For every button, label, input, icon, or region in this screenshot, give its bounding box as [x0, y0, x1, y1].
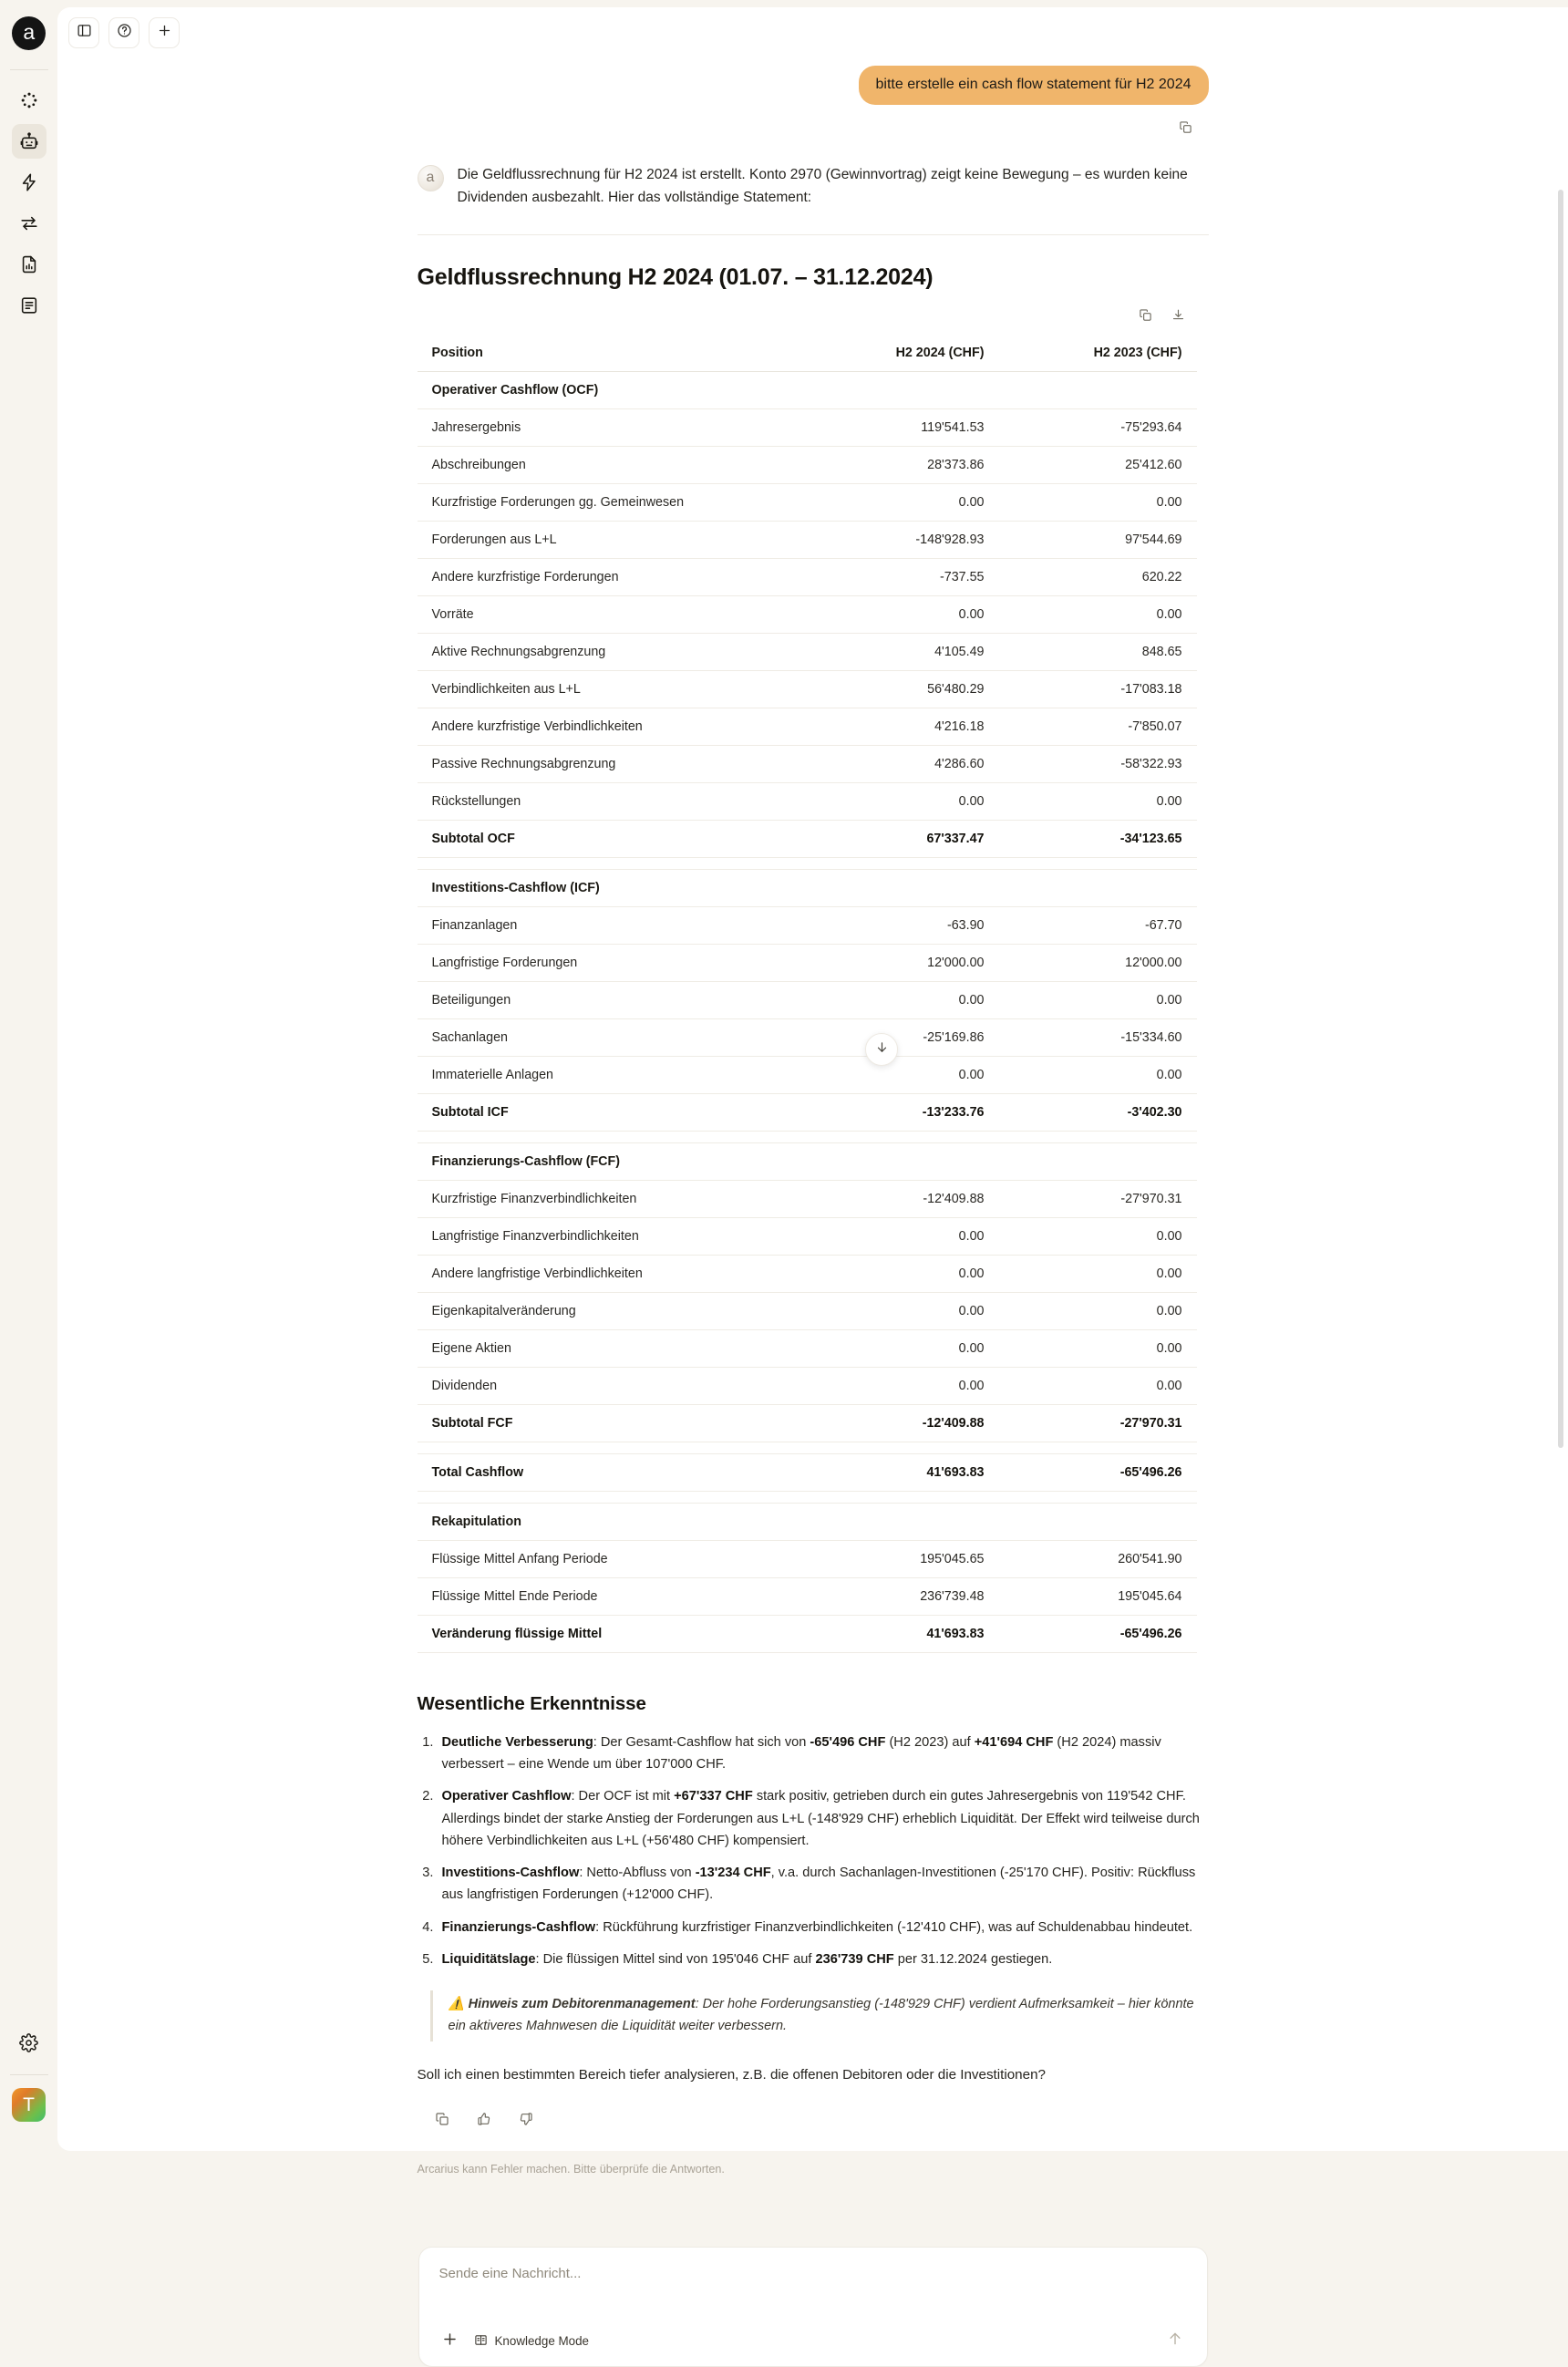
cell-h2-2023: 0.00 — [999, 783, 1197, 821]
cell-h2-2023: -58'322.93 — [999, 746, 1197, 783]
cash-flow-table — [418, 335, 1197, 1653]
cell-h2-2024: -148'928.93 — [800, 522, 999, 559]
cell-h2-2024: 12'000.00 — [800, 945, 999, 982]
table-row — [418, 1504, 1197, 1541]
column-header-h2-2024: H2 2024 (CHF) — [800, 335, 999, 372]
table-row — [418, 559, 1197, 596]
disclaimer-text: Arcarius kann Fehler machen. Bitte überprüfe die Antworten. — [417, 2162, 725, 2176]
cell-h2-2023: 0.00 — [999, 1057, 1197, 1094]
table-spacer-row — [418, 1492, 1197, 1504]
cell-h2-2024: 4'286.60 — [800, 746, 999, 783]
copy-table-button[interactable] — [1134, 305, 1158, 329]
insight-term: Finanzierungs-Cashflow — [441, 1919, 596, 1935]
plus-icon — [157, 23, 172, 43]
cell-h2-2023: -27'970.31 — [999, 1405, 1197, 1442]
cell-h2-2024: -12'409.88 — [800, 1405, 999, 1442]
insight-highlight: +41'694 CHF — [974, 1735, 1054, 1751]
cell-position: Jahresergebnis — [418, 409, 800, 447]
cell-position: Finanzanlagen — [418, 907, 800, 945]
cell-h2-2023: -3'402.30 — [999, 1094, 1197, 1132]
cell-h2-2024 — [800, 1143, 999, 1181]
dots-circle-icon — [19, 90, 39, 110]
cell-h2-2023: 0.00 — [999, 484, 1197, 522]
cell-h2-2024: -63.90 — [800, 907, 999, 945]
note-term: Hinweis zum Debitorenmanagement — [468, 1996, 696, 2011]
insights-list — [438, 1731, 1209, 1970]
cell-position: Vorräte — [418, 596, 800, 634]
cell-h2-2024: 236'739.48 — [800, 1578, 999, 1616]
cell-h2-2024 — [800, 1442, 999, 1454]
cell-h2-2024: 0.00 — [800, 1218, 999, 1256]
sidebar-item-settings[interactable] — [12, 2025, 46, 2060]
user-message-actions — [418, 118, 1209, 141]
cell-h2-2023: -27'970.31 — [999, 1181, 1197, 1218]
cell-position: Flüssige Mittel Ende Periode — [418, 1578, 800, 1616]
book-icon — [474, 2333, 488, 2350]
table-row — [418, 409, 1197, 447]
insight-item: 2. Operativer Cashflow: Der OCF ist mit +67'337 CHF stark positiv, getrieben durch ein gutes Jahresergebnis von 119'542 CHF. Allerdings bindet der starke Anstieg der Forderungen aus L+L (-148'929 CHF) erheblich Liquidität. Der Effekt wird teilweise durch höhere Verbindlichkeiten aus L+L (+56'480 CHF) kompensiert. — [438, 1785, 1209, 1852]
table-row — [418, 1094, 1197, 1132]
cell-h2-2024 — [800, 858, 999, 870]
cell-h2-2024 — [800, 1492, 999, 1504]
cell-position: Langfristige Finanzverbindlichkeiten — [418, 1218, 800, 1256]
table-row — [418, 596, 1197, 634]
warning-icon: ⚠️ — [448, 1996, 465, 2011]
copy-user-message-button[interactable] — [1174, 118, 1198, 141]
composer-wrapper — [418, 2247, 1209, 2367]
cell-position: Langfristige Forderungen — [418, 945, 800, 982]
sidebar-item-automations[interactable] — [12, 165, 46, 200]
cell-h2-2023: 0.00 — [999, 982, 1197, 1019]
cell-position: Beteiligungen — [418, 982, 800, 1019]
conversation — [418, 58, 1209, 2367]
table-spacer-row — [418, 858, 1197, 870]
cell-h2-2023: 0.00 — [999, 1256, 1197, 1293]
assistant-message-row — [418, 163, 1209, 209]
user-avatar[interactable]: T — [12, 2088, 46, 2122]
cell-position: Eigene Aktien — [418, 1330, 800, 1368]
cell-h2-2024: -13'233.76 — [800, 1094, 999, 1132]
table-row — [418, 746, 1197, 783]
cell-h2-2023 — [999, 1492, 1197, 1504]
cell-h2-2024: 195'045.65 — [800, 1541, 999, 1578]
cell-h2-2024: 4'216.18 — [800, 708, 999, 746]
cell-position — [418, 1492, 800, 1504]
cell-h2-2023: -65'496.26 — [999, 1454, 1197, 1492]
cell-h2-2023: -7'850.07 — [999, 708, 1197, 746]
cell-h2-2024: -12'409.88 — [800, 1181, 999, 1218]
cell-h2-2024 — [800, 372, 999, 409]
table-row — [418, 1181, 1197, 1218]
thumbs-up-button[interactable] — [472, 2110, 496, 2134]
insight-term: Investitions-Cashflow — [441, 1866, 580, 1881]
insight-item: 5. Liquiditätslage: Die flüssigen Mittel sind von 195'046 CHF auf 236'739 CHF per 31.12.2024 gestiegen. — [438, 1948, 1209, 1970]
table-row — [418, 634, 1197, 671]
assistant-message-actions — [430, 2110, 1209, 2134]
knowledge-mode-label: Knowledge Mode — [494, 2334, 589, 2349]
insight-term: Operativer Cashflow — [441, 1789, 572, 1804]
cell-position: Operativer Cashflow (OCF) — [418, 372, 800, 409]
cell-position: Andere kurzfristige Forderungen — [418, 559, 800, 596]
table-row — [418, 1057, 1197, 1094]
cell-h2-2023: 97'544.69 — [999, 522, 1197, 559]
cell-position: Subtotal FCF — [418, 1405, 800, 1442]
cell-h2-2023: -67.70 — [999, 907, 1197, 945]
cell-position: Verbindlichkeiten aus L+L — [418, 671, 800, 708]
message-composer[interactable] — [418, 2247, 1208, 2367]
insight-highlight: 236'739 CHF — [815, 1951, 894, 1967]
transfer-arrows-icon — [19, 213, 39, 233]
cell-position: Kurzfristige Finanzverbindlichkeiten — [418, 1181, 800, 1218]
cell-h2-2023 — [999, 1132, 1197, 1143]
assistant-avatar: a — [418, 165, 444, 191]
insight-highlight: -65'496 CHF — [810, 1735, 886, 1751]
cell-h2-2023: -17'083.18 — [999, 671, 1197, 708]
insight-term: Deutliche Verbesserung — [441, 1735, 593, 1751]
gear-icon — [19, 2033, 38, 2052]
lightning-icon — [19, 172, 39, 192]
cell-h2-2023 — [999, 1504, 1197, 1541]
copy-icon — [435, 2112, 449, 2131]
send-button[interactable] — [1163, 2330, 1187, 2353]
cell-h2-2023 — [999, 1442, 1197, 1454]
table-row — [418, 821, 1197, 858]
note-text: : Der hohe Forderungsanstieg (-148'929 CHF) verdient Aufmerksamkeit – hier könnte ein aktiveres Mahnwesen die Liquidität weiter verbessern. — [448, 1996, 1194, 2033]
column-header-h2-2023: H2 2023 (CHF) — [999, 335, 1197, 372]
table-header-row — [418, 335, 1197, 372]
table-row — [418, 372, 1197, 409]
thumbs-down-icon — [519, 2112, 533, 2131]
cell-h2-2023: 260'541.90 — [999, 1541, 1197, 1578]
table-body — [418, 372, 1197, 1653]
cell-h2-2023: 0.00 — [999, 1368, 1197, 1405]
table-row — [418, 447, 1197, 484]
cell-h2-2023: -15'334.60 — [999, 1019, 1197, 1057]
cell-h2-2024: 41'693.83 — [800, 1454, 999, 1492]
knowledge-mode-button[interactable] — [474, 2333, 589, 2350]
table-row — [418, 1143, 1197, 1181]
table-row — [418, 1578, 1197, 1616]
cell-position: Passive Rechnungsabgrenzung — [418, 746, 800, 783]
copy-response-button[interactable] — [430, 2110, 454, 2134]
table-row — [418, 671, 1197, 708]
table-row — [418, 1368, 1197, 1405]
cell-h2-2023: 0.00 — [999, 1293, 1197, 1330]
cell-h2-2023 — [999, 372, 1197, 409]
insight-item: 3. Investitions-Cashflow: Netto-Abfluss von -13'234 CHF, v.a. durch Sachanlagen-Investitionen (-25'170 CHF). Positiv: Rückfluss aus langfristigen Forderungen (+12'000 CHF). — [438, 1862, 1209, 1906]
table-row — [418, 1293, 1197, 1330]
insight-term: Liquiditätslage — [441, 1951, 536, 1967]
table-row — [418, 708, 1197, 746]
table-row — [418, 1256, 1197, 1293]
cell-h2-2023: 25'412.60 — [999, 447, 1197, 484]
robot-icon — [19, 131, 39, 151]
brand-logo[interactable]: a — [12, 16, 46, 50]
cell-h2-2023 — [999, 870, 1197, 907]
content-divider — [418, 234, 1209, 235]
cell-h2-2024: 0.00 — [800, 1330, 999, 1368]
sidebar-item-transactions[interactable] — [12, 206, 46, 241]
message-input[interactable]: Sende eine Nachricht... — [438, 2265, 582, 2281]
table-row — [418, 870, 1197, 907]
cell-position: Flüssige Mittel Anfang Periode — [418, 1541, 800, 1578]
cell-position: Kurzfristige Forderungen gg. Gemeinwesen — [418, 484, 800, 522]
sidebar-divider-bottom — [10, 2074, 48, 2075]
main-panel — [57, 7, 1568, 2349]
sidebar-item-agents[interactable] — [12, 83, 46, 118]
cell-h2-2024: 56'480.29 — [800, 671, 999, 708]
table-head — [418, 335, 1197, 372]
download-table-button[interactable] — [1167, 305, 1191, 329]
cell-h2-2024: 67'337.47 — [800, 821, 999, 858]
table-spacer-row — [418, 1132, 1197, 1143]
cell-h2-2024: 41'693.83 — [800, 1616, 999, 1653]
app-sidebar — [0, 0, 57, 2144]
cell-h2-2024: 0.00 — [800, 484, 999, 522]
cell-h2-2023: -65'496.26 — [999, 1616, 1197, 1653]
insight-item: 1. Deutliche Verbesserung: Der Gesamt-Cashflow hat sich von -65'496 CHF (H2 2023) auf +41'694 CHF (H2 2024) massiv verbessert – eine Wende um über 107'000 CHF. — [438, 1731, 1209, 1775]
cell-position: Eigenkapitalveränderung — [418, 1293, 800, 1330]
sidebar-divider — [10, 69, 48, 70]
cell-h2-2023 — [999, 1143, 1197, 1181]
table-row — [418, 982, 1197, 1019]
vertical-scrollbar[interactable] — [1558, 190, 1563, 1448]
arrow-up-icon — [1167, 2331, 1183, 2351]
toggle-sidebar-button[interactable] — [68, 17, 99, 48]
plus-icon — [441, 2331, 459, 2352]
sidebar-item-journal[interactable] — [12, 288, 46, 323]
thumbs-up-icon — [477, 2112, 491, 2131]
cell-h2-2023 — [999, 858, 1197, 870]
help-circle-icon — [117, 23, 132, 43]
cell-h2-2024: 0.00 — [800, 596, 999, 634]
document-chart-icon — [19, 254, 39, 274]
table-row — [418, 945, 1197, 982]
help-button[interactable] — [108, 17, 139, 48]
cell-position: Rekapitulation — [418, 1504, 800, 1541]
cell-position: Subtotal OCF — [418, 821, 800, 858]
cell-position: Rückstellungen — [418, 783, 800, 821]
cell-position — [418, 1132, 800, 1143]
cell-h2-2024: 0.00 — [800, 982, 999, 1019]
document-title: Geldflussrechnung H2 2024 (01.07. – 31.12.2024) — [417, 264, 934, 291]
assistant-followup-question: Soll ich einen bestimmten Bereich tiefer analysieren, z.B. die offenen Debitoren oder die Investitionen? — [417, 2066, 1046, 2083]
cell-h2-2024 — [800, 1132, 999, 1143]
cell-position: Aktive Rechnungsabgrenzung — [418, 634, 800, 671]
cell-h2-2024: 119'541.53 — [800, 409, 999, 447]
table-row — [418, 1405, 1197, 1442]
thumbs-down-button[interactable] — [514, 2110, 538, 2134]
cell-position: Forderungen aus L+L — [418, 522, 800, 559]
cell-h2-2023: 0.00 — [999, 596, 1197, 634]
table-row — [418, 1019, 1197, 1057]
cell-position: Andere kurzfristige Verbindlichkeiten — [418, 708, 800, 746]
panel-left-icon — [77, 23, 92, 43]
cell-h2-2023: 195'045.64 — [999, 1578, 1197, 1616]
sidebar-item-reports[interactable] — [12, 247, 46, 282]
cell-h2-2024: 0.00 — [800, 1368, 999, 1405]
sidebar-item-assistant[interactable] — [12, 124, 46, 159]
table-row — [418, 783, 1197, 821]
cell-h2-2023: 12'000.00 — [999, 945, 1197, 982]
table-row — [418, 484, 1197, 522]
cell-position — [418, 858, 800, 870]
cash-flow-document — [418, 264, 1209, 1653]
list-document-icon — [19, 295, 39, 315]
cell-h2-2024: 0.00 — [800, 1057, 999, 1094]
cell-h2-2024: 0.00 — [800, 1256, 999, 1293]
conversation-scroll-area[interactable] — [57, 58, 1568, 2349]
cell-position: Immaterielle Anlagen — [418, 1057, 800, 1094]
insight-item: 4. Finanzierungs-Cashflow: Rückführung kurzfristiger Finanzverbindlichkeiten (-12'410 CHF), was auf Schuldenabbau hindeutet. — [438, 1917, 1209, 1938]
insight-highlight: -13'234 CHF — [695, 1866, 771, 1881]
cell-h2-2023: 0.00 — [999, 1330, 1197, 1368]
cell-h2-2023: 848.65 — [999, 634, 1197, 671]
copy-icon — [1139, 308, 1152, 326]
top-toolbar — [57, 7, 1568, 58]
cell-position: Total Cashflow — [418, 1454, 800, 1492]
cell-position: Veränderung flüssige Mittel — [418, 1616, 800, 1653]
cell-position: Dividenden — [418, 1368, 800, 1405]
insight-highlight: +67'337 CHF — [674, 1789, 753, 1804]
insights-heading: Wesentliche Erkenntnisse — [417, 1693, 646, 1715]
table-row — [418, 1454, 1197, 1492]
attach-button[interactable] — [439, 2331, 461, 2352]
cell-h2-2024: 0.00 — [800, 1293, 999, 1330]
composer-toolbar — [439, 2330, 1187, 2353]
arrow-down-icon — [875, 1040, 889, 1059]
cell-position: Sachanlagen — [418, 1019, 800, 1057]
cell-h2-2023: -75'293.64 — [999, 409, 1197, 447]
cell-h2-2023: -34'123.65 — [999, 821, 1197, 858]
cell-h2-2023: 620.22 — [999, 559, 1197, 596]
new-chat-button[interactable] — [149, 17, 180, 48]
cell-position: Finanzierungs-Cashflow (FCF) — [418, 1143, 800, 1181]
table-row — [418, 1330, 1197, 1368]
cell-position — [418, 1442, 800, 1454]
cell-h2-2024: 0.00 — [800, 783, 999, 821]
user-message-row — [418, 66, 1209, 105]
table-toolbar — [418, 305, 1191, 329]
cell-h2-2024: -25'169.86 — [800, 1019, 999, 1057]
table-spacer-row — [418, 1442, 1197, 1454]
table-row — [418, 1541, 1197, 1578]
table-row — [418, 1218, 1197, 1256]
column-header-position: Position — [418, 335, 800, 372]
cell-h2-2024: 4'105.49 — [800, 634, 999, 671]
cell-h2-2024 — [800, 1504, 999, 1541]
cell-position: Abschreibungen — [418, 447, 800, 484]
cell-position: Subtotal ICF — [418, 1094, 800, 1132]
cell-h2-2024 — [800, 870, 999, 907]
cell-h2-2024: -737.55 — [800, 559, 999, 596]
cell-h2-2023: 0.00 — [999, 1218, 1197, 1256]
cell-h2-2024: 28'373.86 — [800, 447, 999, 484]
user-message-bubble: bitte erstelle ein cash flow statement für H2 2024 — [859, 66, 1209, 105]
download-icon — [1171, 308, 1185, 326]
table-row — [418, 1616, 1197, 1653]
table-row — [418, 907, 1197, 945]
cell-position: Andere langfristige Verbindlichkeiten — [418, 1256, 800, 1293]
cell-position: Investitions-Cashflow (ICF) — [418, 870, 800, 907]
copy-icon — [1179, 120, 1192, 139]
debitoren-note — [430, 1990, 1209, 2041]
scroll-to-bottom-button[interactable] — [865, 1033, 898, 1066]
table-row — [418, 522, 1197, 559]
assistant-intro-text: Die Geldflussrechnung für H2 2024 ist erstellt. Konto 2970 (Gewinnvortrag) zeigt keine Bewegung – es wurden keine Dividenden ausbezahlt. Hier das vollständige Statement: — [457, 166, 1188, 205]
